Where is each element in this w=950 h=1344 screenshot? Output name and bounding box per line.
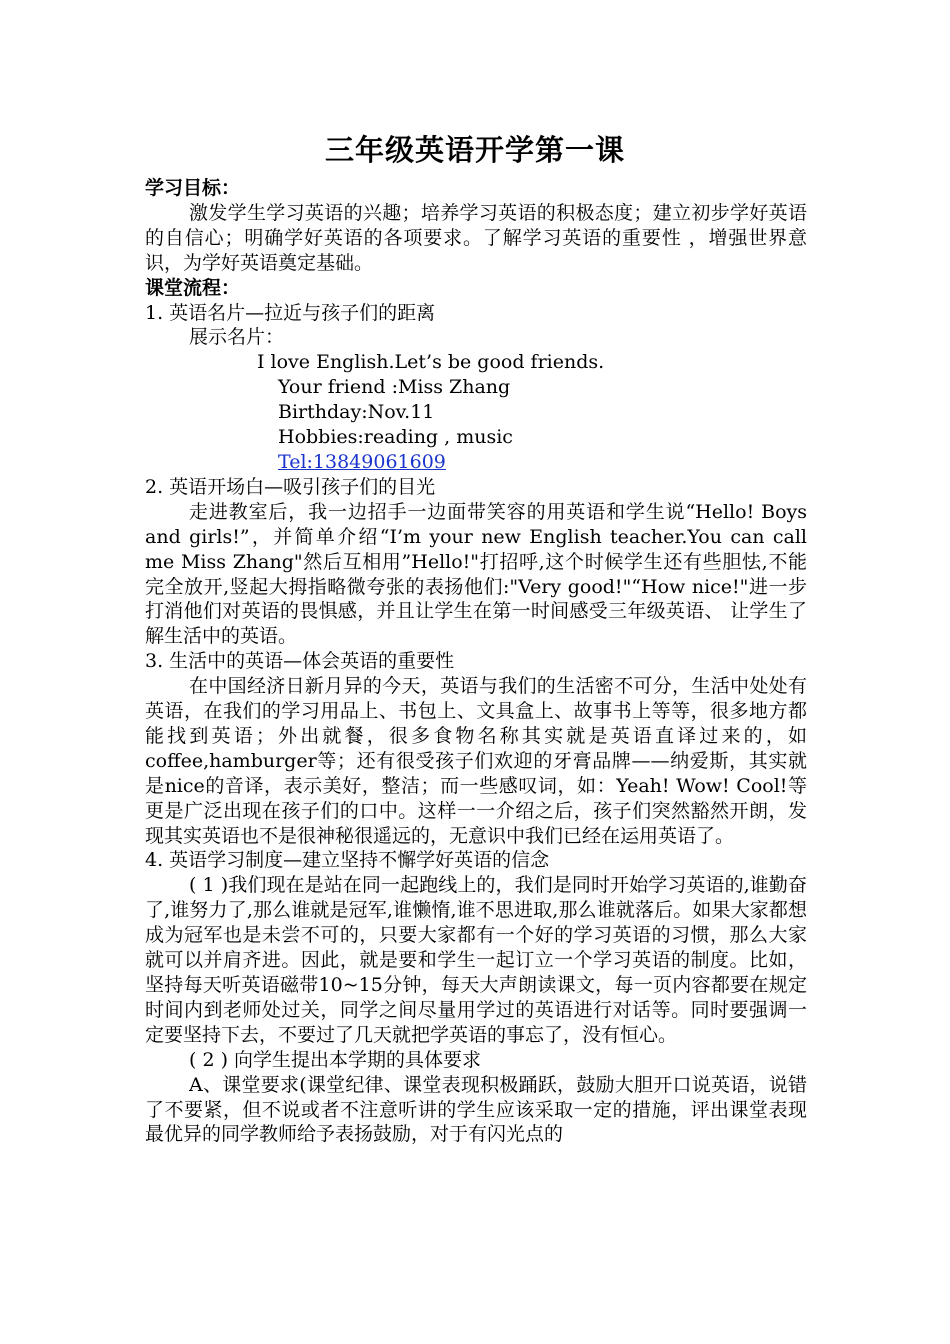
section4-heading: 4. 英语学习制度—建立坚持不懈学好英语的信念 (145, 849, 550, 872)
card-line-greeting: I love English.Let’s be good friends. (257, 351, 605, 374)
document-body (145, 176, 807, 1147)
tel-link[interactable]: Tel:13849061609 (278, 450, 446, 473)
goal-paragraph: 激发学生学习英语的兴趣；培养学习英语的积极态度；建立初步学好英语的自信心；明确学好英语的各项要求。了解学习英语的重要性 ，增强世界意识，为学好英语奠定基础。 (145, 201, 807, 274)
section1-heading: 1. 英语名片—拉近与孩子们的距离 (145, 301, 436, 324)
section2-paragraph: 走进教室后，我一边招手一边面带笑容的用英语和学生说“Hello! Boys and girls!”，并简单介绍“I’m your new English teacher.You can call me Miss Zhang"然后互相用”Hello!"打招呼,这个时候学生还有些胆怯,不能完全放开,竖起大拇指略微夸张的表扬他们:"Very good!"“How nice!"进一步打消他们对英语的畏惧感，并且让学生在第一时间感受三年级英语、 让学生了解生活中的英语。 (145, 500, 807, 648)
section2-heading: 2. 英语开场白—吸引孩子们的目光 (145, 475, 436, 498)
section4-item2a: A、课堂要求(课堂纪律、课堂表现积极踊跃，鼓励大胆开口说英语，说错了不要紧，但不说或者不注意听讲的学生应该采取一定的措施，评出课堂表现最优异的同学教师给予表扬鼓励，对于有闪光点的 (145, 1073, 807, 1146)
card-show-label: 展示名片： (189, 326, 285, 349)
page-title: 三年级英语开学第一课 (324, 133, 625, 167)
card-line-birthday: Birthday:Nov.11 (278, 401, 435, 424)
section4-item1: ( 1 )我们现在是站在同一起跑线上的，我们是同时开始学习英语的,谁勤奋了,谁努力了,那么谁就是冠军,谁懒惰,谁不思进取,那么谁就落后。如果大家都想成为冠军也是未尝不可的，只要大家都有一个好的学习英语的习惯，那么大家就可以并肩齐进。因此，就是要和学生一起订立一个学习英语的制度。比如，坚持每天听英语磁带10~15分钟，每天大声朗读课文，每一页内容都要在规定时间内到老师处过关，同学之间尽量用学过的英语进行对话等。同时要强调一定要坚持下去，不要过了几天就把学英语的事忘了，没有恒心。 (145, 874, 807, 1046)
card-line-tel (145, 450, 807, 475)
section3-heading: 3. 生活中的英语—体会英语的重要性 (145, 650, 455, 673)
process-heading: 课堂流程： (145, 276, 241, 299)
goal-heading: 学习目标： (145, 177, 241, 199)
card-line-hobbies: Hobbies:reading , music (278, 426, 513, 449)
section3-paragraph: 在中国经济日新月异的今天，英语与我们的生活密不可分，生活中处处有英语，在我们的学习用品上、书包上、文具盒上、故事书上等等，很多地方都能找到英语；外出就餐，很多食物名称其实就是英语直译过来的，如coffee,hamburger等；还有很受孩子们欢迎的牙膏品牌——纳爱斯，其实就是nice的音译，表示美好，整洁；而一些感叹词，如：Yeah! Wow! Cool!等更是广泛出现在孩子们的口中。这样一一介绍之后，孩子们突然豁然开朗，发现其实英语也不是很神秘很遥远的，无意识中我们已经在运用英语了。 (145, 675, 807, 847)
card-line-name: Your friend :Miss Zhang (278, 376, 511, 399)
section4-item2: ( 2 ) 向学生提出本学期的具体要求 (189, 1048, 482, 1071)
